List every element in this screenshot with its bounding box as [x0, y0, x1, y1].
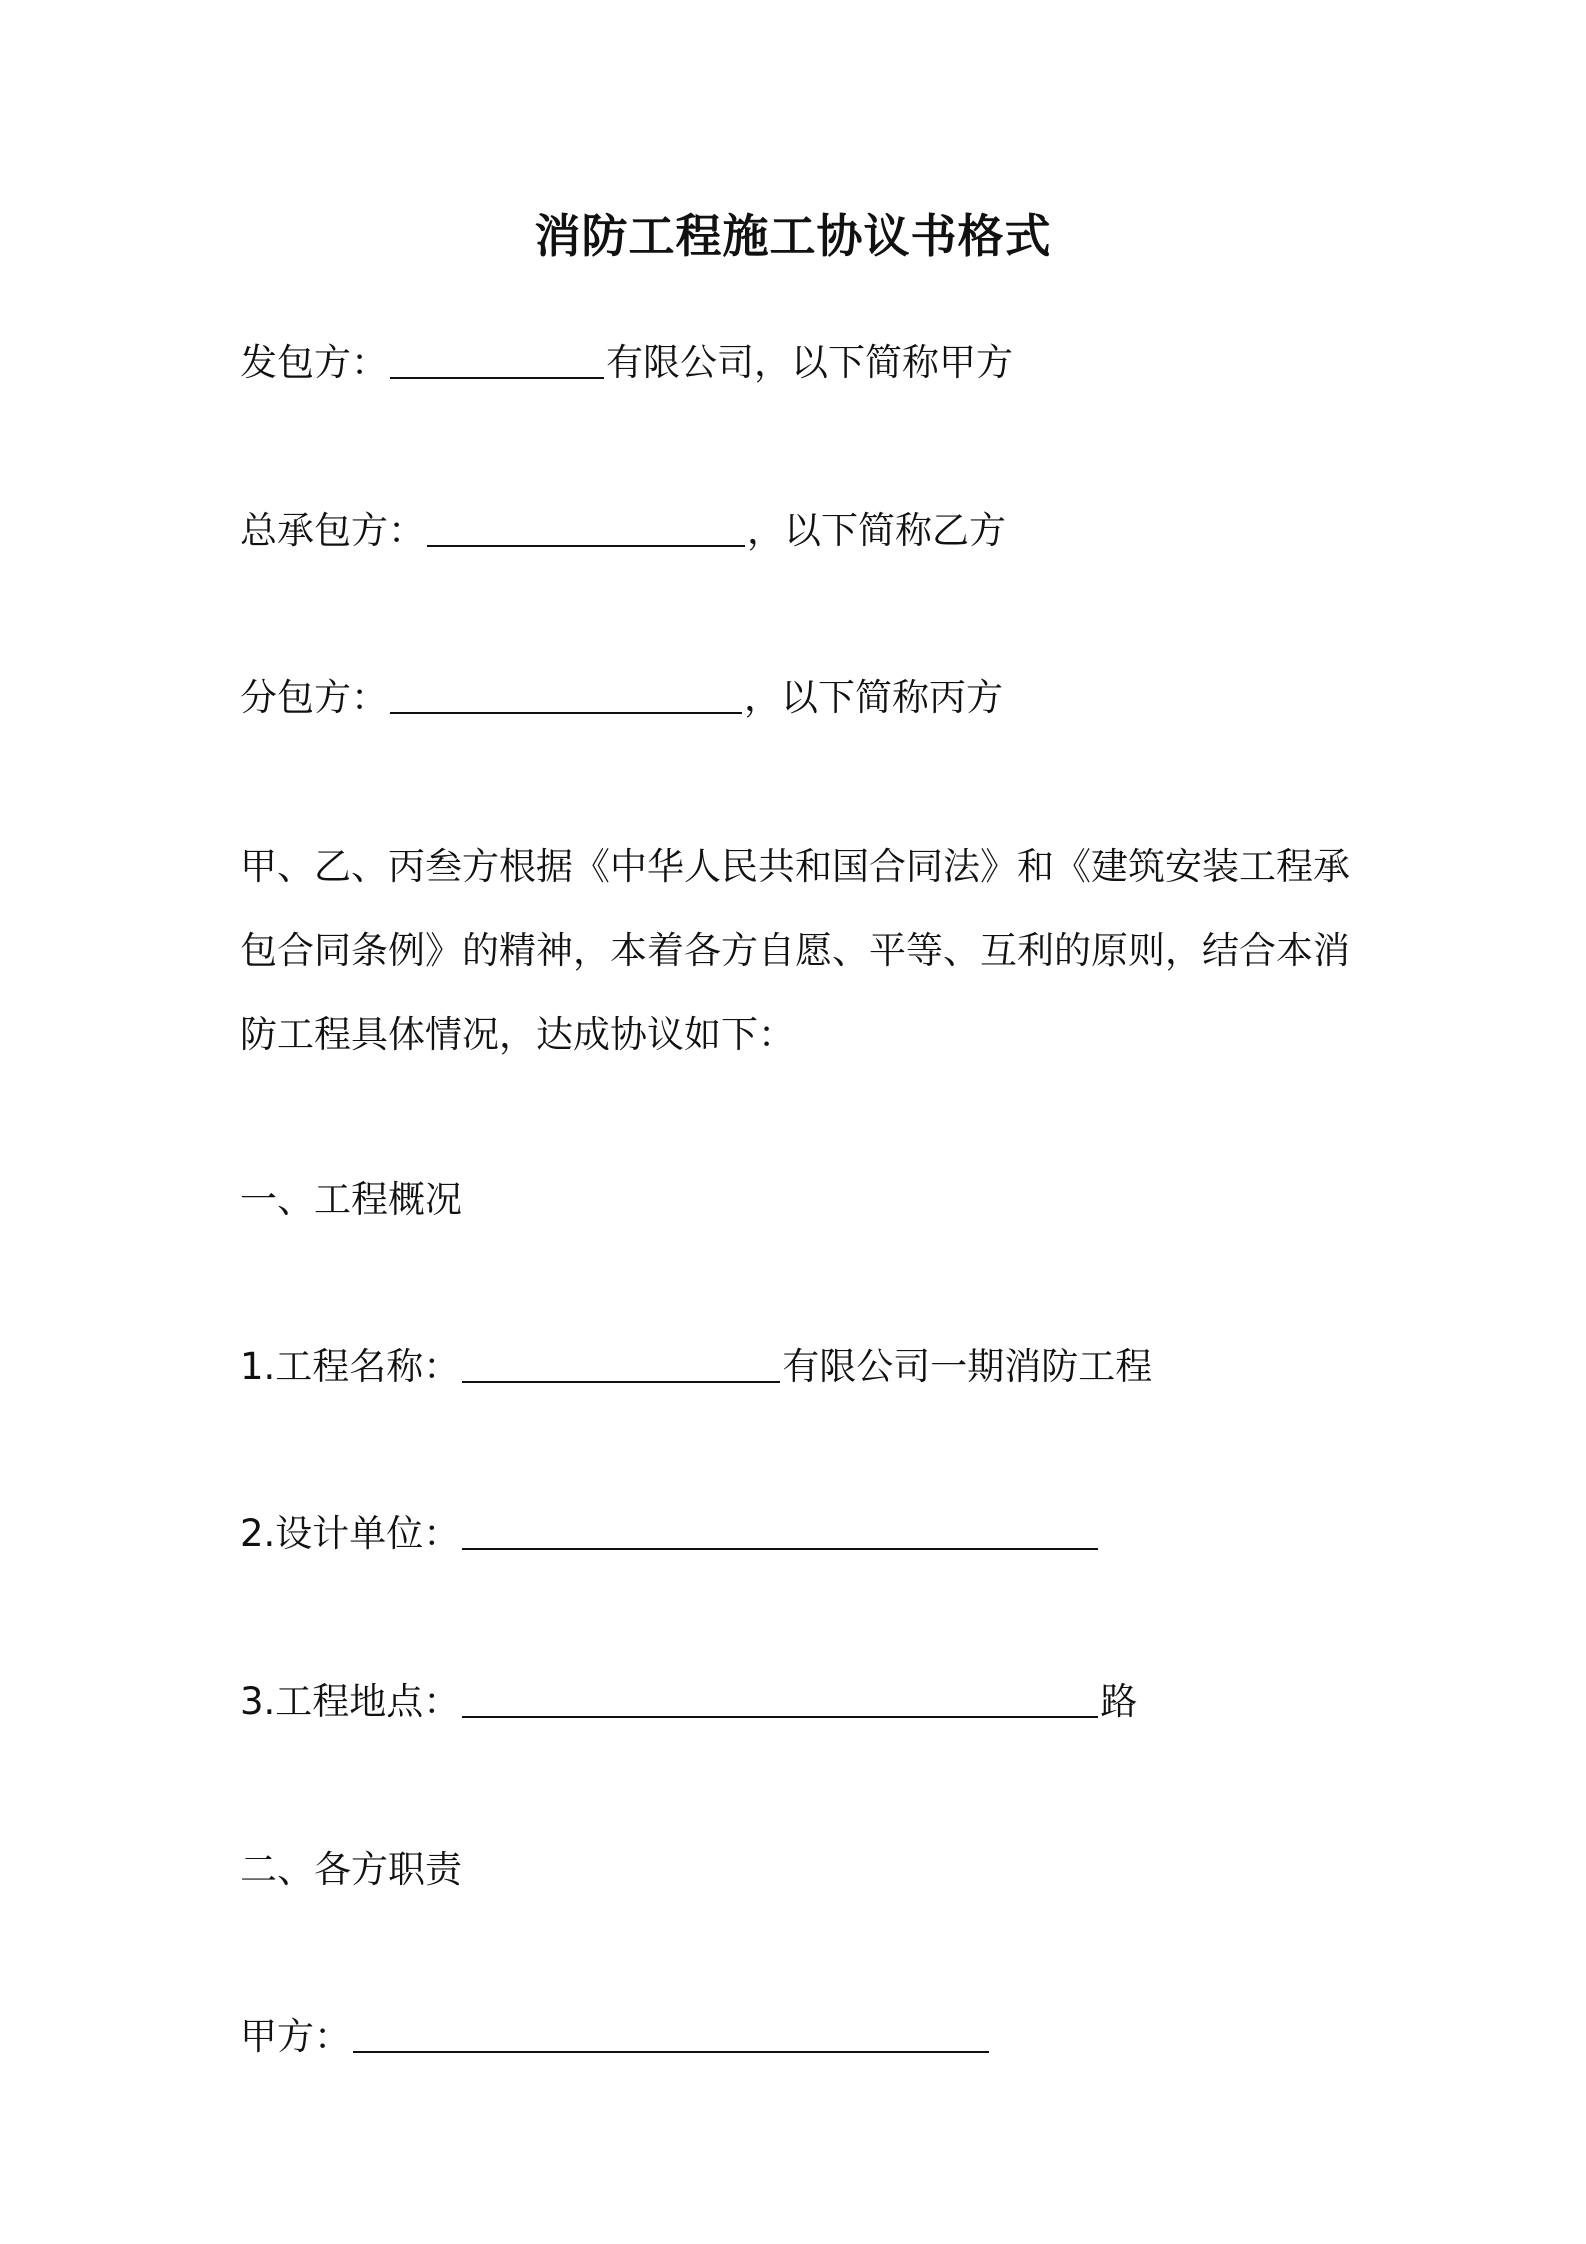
intro-line: 包合同条例》的精神，本着各方自愿、平等、互利的原则，结合本消: [240, 929, 1350, 972]
party-a-blank[interactable]: [390, 341, 604, 379]
party-a-duty-line: [240, 2012, 991, 2062]
intro-line: 甲、乙、丙叁方根据《中华人民共和国合同法》和《建筑安装工程承: [240, 845, 1350, 888]
design-unit-blank[interactable]: [462, 1512, 1098, 1550]
party-a-duty-blank[interactable]: [353, 2015, 989, 2053]
party-b-label: 总承包方：: [240, 509, 425, 552]
party-c-suffix: ，以下简称丙方: [744, 676, 1003, 719]
project-name-line: [240, 1342, 1152, 1392]
project-location-suffix: 路: [1100, 1680, 1138, 1723]
intro-paragraph: [240, 825, 1360, 1077]
party-a-label: 发包方：: [240, 341, 388, 384]
intro-line: 防工程具体情况，达成协议如下：: [240, 1013, 795, 1056]
party-c-line: [240, 673, 1003, 723]
party-c-blank[interactable]: [390, 676, 742, 714]
party-b-blank[interactable]: [427, 509, 745, 547]
project-location-blank[interactable]: [462, 1680, 1098, 1718]
design-unit-line: [240, 1509, 1100, 1559]
party-a-duty-label: 甲方：: [240, 2015, 351, 2058]
project-name-blank[interactable]: [462, 1345, 780, 1383]
project-location-line: [240, 1677, 1137, 1727]
party-a-line: [240, 338, 1013, 388]
project-name-label: 1.工程名称：: [240, 1345, 461, 1388]
party-a-suffix: 有限公司，以下简称甲方: [606, 341, 1013, 384]
section-heading-overview: 一、工程概况: [240, 1178, 462, 1221]
party-b-line: [240, 506, 1006, 556]
party-c-label: 分包方：: [240, 676, 388, 719]
project-name-suffix: 有限公司一期消防工程: [782, 1345, 1153, 1388]
document-title: 消防工程施工协议书格式: [534, 209, 1052, 263]
project-location-label: 3.工程地点：: [240, 1680, 461, 1723]
design-unit-label: 2.设计单位：: [240, 1512, 461, 1555]
section-heading-duties: 二、各方职责: [240, 1848, 462, 1891]
party-b-suffix: ，以下简称乙方: [747, 509, 1006, 552]
